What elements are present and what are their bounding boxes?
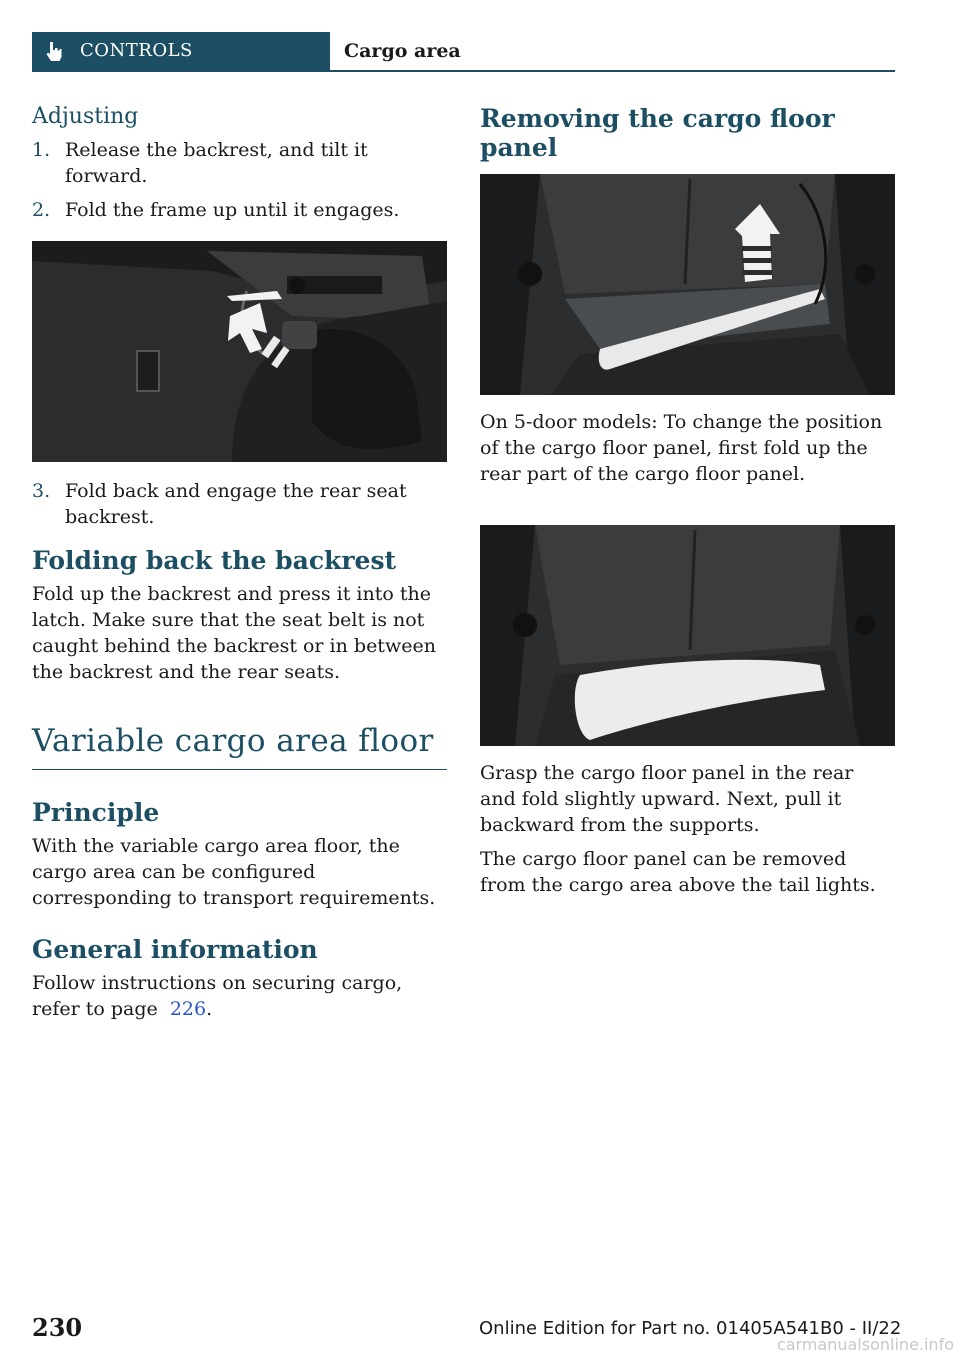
principle-text: With the variable cargo area floor, the cargo area can be configured corresponding to transport requirements.	[32, 835, 436, 909]
steps-list-a	[32, 137, 447, 223]
step-text: Release the backrest, and tilt it forward.	[65, 139, 368, 187]
variable-floor-heading: Variable cargo area floor	[32, 723, 447, 770]
left-column	[32, 104, 447, 1022]
general-info-body: Follow instructions on securing cargo, refer to page	[32, 972, 403, 1020]
step-number: 3.	[32, 480, 51, 502]
watermark: carmanualsonline.info	[776, 1335, 954, 1354]
folding-text: Fold up the backrest and press it into the latch. Make sure that the seat belt is not caught behind the backrest or in between the backrest and the rear seats.	[32, 583, 436, 683]
list-item	[32, 197, 447, 223]
step-text: Fold the frame up until it engages.	[65, 199, 400, 221]
chapter-label: CONTROLS	[80, 40, 193, 61]
folding-heading: Folding back the backrest	[32, 546, 397, 575]
steps-list-b	[32, 478, 447, 530]
general-info-text	[32, 970, 447, 1022]
pointing-hand-icon	[42, 40, 64, 62]
page-number: 230	[32, 1313, 83, 1342]
step-number: 1.	[32, 139, 51, 161]
adjusting-heading: Adjusting	[32, 104, 139, 129]
page-reference-link[interactable]: 226	[169, 998, 207, 1020]
removed-text: The cargo floor panel can be removed from the cargo area above the tail lights.	[480, 848, 876, 896]
page-header	[32, 32, 895, 72]
edition-note: Online Edition for Part no. 01405A541B0 - II/22	[479, 1318, 902, 1339]
right-column	[480, 104, 895, 898]
list-item	[32, 478, 447, 530]
chapter-tab	[32, 32, 330, 70]
principle-heading: Principle	[32, 798, 160, 827]
seat-frame-latch-photo	[32, 241, 447, 462]
step-text: Fold back and engage the rear seat backrest.	[65, 480, 407, 528]
step-number: 2.	[32, 199, 51, 221]
general-info-end: .	[206, 998, 213, 1020]
general-info-heading: General information	[32, 935, 318, 964]
cargo-floor-panel-photo	[480, 525, 895, 746]
five-door-text: On 5-door models: To change the position of the cargo floor panel, first fold up the rear part of the cargo floor panel.	[480, 411, 883, 485]
list-item	[32, 137, 447, 189]
removing-heading: Removing the cargo floor panel	[480, 104, 835, 162]
cargo-floor-fold-photo	[480, 174, 895, 395]
grasp-text: Grasp the cargo floor panel in the rear and fold slightly upward. Next, pull it backward from the supports.	[480, 762, 854, 836]
section-title: Cargo area	[344, 40, 461, 62]
